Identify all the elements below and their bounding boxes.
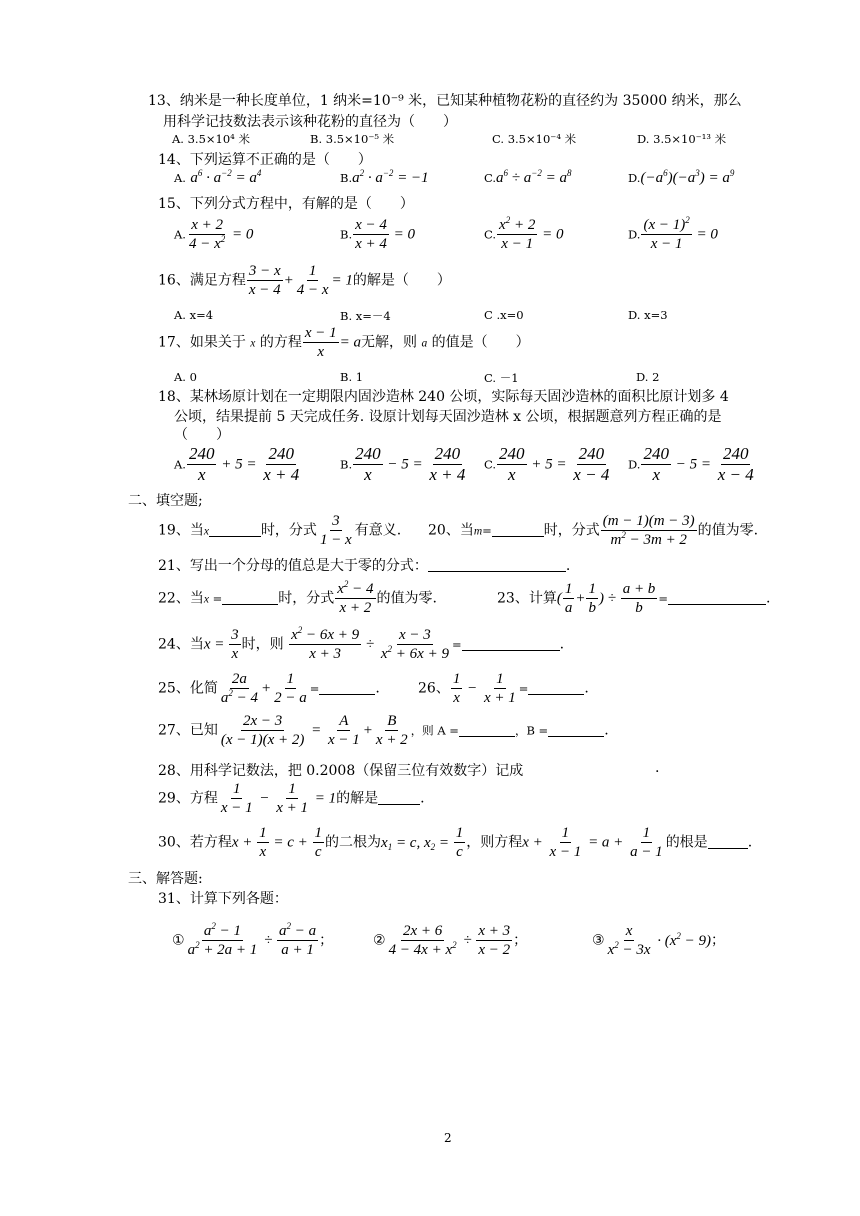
q23: 23、计算( $\frac{1}{a}$ + $\frac{1}{b}$ ) ÷ $\frac{a + b}{b}$ = .: [497, 581, 771, 616]
q13-option-b: B. 3.5×10⁻⁵ 米: [310, 132, 395, 146]
q14-option-d: $D.(-a^6)(-a^3) = a^9$: [628, 168, 735, 186]
q27-blank-a[interactable]: [459, 722, 515, 737]
q16-stem: 16、满足方程 $\frac{3 - x}{x - 4}$ + $\frac{1}{4 - x}$ = 1的解是（ ）: [158, 263, 451, 298]
q14-stem: 14、下列运算不正确的是（ ）: [158, 152, 372, 168]
q28: 28、用科学记数法，把 0.2008（保留三位有效数字）记成: [158, 763, 524, 779]
q18-line3: （ ）: [174, 427, 230, 443]
q16-option-a: A. x=4: [174, 308, 214, 322]
q16-option-b: B. x=－4: [340, 309, 391, 323]
q30-blank[interactable]: [708, 834, 748, 849]
q18-line1: 18、某林场原计划在一定期限内固沙造林 240 公顷，实际每天固沙造林的面积比原计划多 4: [158, 389, 729, 405]
q14-option-b: $B.a^2 \cdot a^{-2} = -1$: [340, 168, 429, 186]
q26: 26、 $\frac{1}{x}$ − $\frac{1}{x + 1}$ = .: [418, 671, 589, 706]
q14-option-c: $C.a^6 \div a^{-2} = a^8$: [484, 168, 572, 186]
q16-option-c: C .x=0: [484, 308, 524, 322]
q28-period: .: [655, 760, 660, 776]
q13-line2: 用科学记技数法表示该种花粉的直径为（ ）: [163, 114, 457, 130]
q14-option-a: A. $a^6 \cdot a^{-2} = a^4$: [174, 168, 262, 186]
q30: 30、若方程x + $\frac{1}{x}$ = c + $\frac{1}{c}$ 的二根为$x_1 = c$, $x_2$ = $\frac{1}{c}$ ，则方程x + $\frac{1}{x - 1}$ = a + $\frac{1}{a - 1}$ 的根是 .: [158, 825, 753, 860]
q21-blank[interactable]: [428, 557, 566, 572]
q25-blank[interactable]: [319, 680, 375, 695]
q24: 24、当x = $\frac{3}{x}$ 时，则 $\frac{x^2 - 6x + 9}{x + 3}$ ÷ $\frac{x - 3}{x^2 + 6x + 9}$ = .: [158, 625, 565, 662]
q29-blank[interactable]: [378, 790, 420, 805]
q18-option-d: D. $\frac{240}{x}$ − 5 = $\frac{240}{x - 4}$: [628, 444, 754, 484]
q31-stem: 31、计算下列各题：: [158, 891, 288, 907]
q19-blank[interactable]: [209, 522, 261, 537]
q16-option-d: D. x=3: [628, 308, 668, 322]
q17-option-c: C. －1: [484, 371, 519, 385]
q17-stem: 17、如果关于 x 的方程 $\frac{x - 1}{x}$ = a无解，则 a 的值是（ ）: [158, 325, 530, 360]
q17-option-a: A. 0: [174, 370, 197, 384]
q18-option-c: C. $\frac{240}{x}$ + 5 = $\frac{240}{x - 4}$: [484, 444, 610, 484]
q27-blank-b[interactable]: [548, 722, 604, 737]
page-number: 2: [444, 1131, 452, 1145]
q29: 29、方程 $\frac{1}{x - 1}$ − $\frac{1}{x + 1}$ = 1的解是 .: [158, 781, 425, 816]
q18-option-b: B. $\frac{240}{x}$ − 5 = $\frac{240}{x + 4}$: [340, 444, 466, 484]
section-3-heading: 三、解答题:: [128, 871, 203, 887]
q15-option-c: C. $\frac{x^2 + 2}{x - 1}$ = 0: [484, 215, 564, 252]
q25: 25、化简 $\frac{2a}{a^2 - 4}$ + $\frac{1}{2 - a}$ = .: [158, 671, 380, 706]
q15-stem: 15、下列分式方程中，有解的是（ ）: [158, 196, 414, 212]
q31-part-2: ② $\frac{2x + 6}{4 - 4x + x^2}$ ÷ $\frac{x + 3}{x - 2}$ ；: [373, 923, 528, 958]
q15-option-a: A. $\frac{x + 2}{4 - x^2}$ = 0: [174, 217, 254, 252]
q21: 21、写出一个分母的值总是大于零的分式： .: [158, 558, 571, 574]
q13-option-a: A. 3.5×10⁴ 米: [172, 132, 250, 146]
q13-option-c: C. 3.5×10⁻⁴ 米: [492, 132, 577, 146]
q26-blank[interactable]: [528, 680, 584, 695]
q17-option-d: D. 2: [636, 370, 660, 384]
q31-part-1: ① $\frac{a^2 - 1}{a^2 + 2a + 1}$ ÷ $\frac{a^2 - a}{a + 1}$ ；: [172, 921, 334, 958]
q31-part-3: ③ $\frac{x}{x^2 - 3x}$ · $(x^2 - 9)$；: [592, 923, 726, 958]
q15-option-d: D. $\frac{(x - 1)^2}{x - 1}$ = 0: [628, 215, 718, 252]
q22: 22、当x = 时，分式 $\frac{x^2 - 4}{x + 2}$ 的值为零.: [158, 579, 437, 616]
q13-line1: 13、纳米是一种长度单位，1 纳米=10⁻⁹ 米，已知某种植物花粉的直径约为 35000 纳米，那么: [148, 93, 742, 109]
q15-option-b: B. $\frac{x - 4}{x + 4}$ = 0: [340, 217, 416, 252]
q24-blank[interactable]: [462, 636, 560, 651]
q18-option-a: A. $\frac{240}{x}$ + 5 = $\frac{240}{x + 4}$: [174, 444, 300, 484]
section-2-heading: 二、填空题;: [128, 493, 203, 509]
q22-blank[interactable]: [222, 590, 278, 605]
q23-blank[interactable]: [668, 590, 766, 605]
q13-option-d: D. 3.5×10⁻¹³ 米: [637, 132, 727, 146]
q27: 27、已知 $\frac{2x - 3}{(x - 1)(x + 2)}$ = $\frac{A}{x - 1}$ + $\frac{B}{x + 2}$ ，则 A = ，B = .: [158, 713, 609, 748]
q17-option-b: B. 1: [340, 370, 364, 384]
q19: 19、当x 时，分式 $\frac{3}{1 - x}$ 有意义.: [158, 513, 402, 548]
q20: 20、当m= 时，分式 $\frac{(m - 1)(m - 3)}{m^2 - 3m + 2}$ 的值为零.: [428, 513, 759, 548]
q20-blank[interactable]: [492, 522, 544, 537]
q18-line2: 公顷，结果提前 5 天完成任务. 设原计划每天固沙造林 x 公顷，根据题意列方程正确的是: [174, 409, 722, 425]
